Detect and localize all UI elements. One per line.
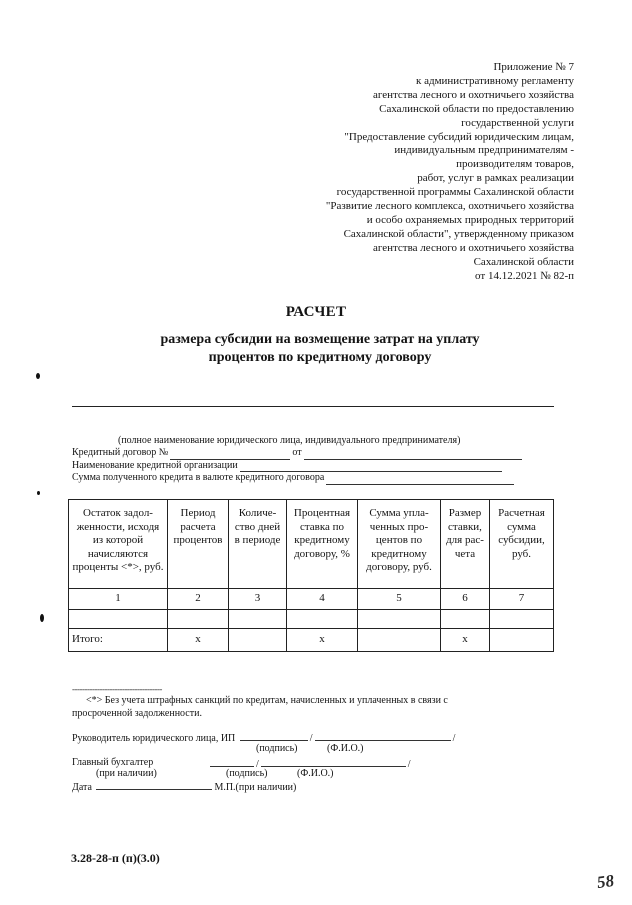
calculation-table [68, 499, 554, 652]
accountant-fio-field[interactable] [261, 757, 406, 767]
credit-fields [72, 447, 524, 485]
table-cell[interactable] [229, 610, 287, 629]
appendix-line: от 14.12.2021 № 82-п [475, 269, 574, 282]
table-header-cell: Сумма упла-ченных про-центов по кредитному договору, руб. [358, 500, 441, 589]
head-signature-field[interactable] [240, 731, 308, 741]
document-title: РАСЧЕТ [285, 304, 347, 320]
slash: / [309, 733, 313, 744]
total-cell[interactable] [229, 629, 287, 652]
appendix-line: "Развитие лесного комплекса, охотничьего хозяйства [325, 200, 574, 213]
slash: / [407, 759, 411, 770]
appendix-line: государственной услуги [461, 116, 574, 129]
date-field[interactable] [96, 780, 212, 790]
table-cell[interactable] [287, 610, 358, 629]
column-number: 6 [441, 589, 490, 610]
subtitle-line-2: процентов по кредитному договору [208, 350, 432, 365]
column-number: 7 [490, 589, 554, 610]
appendix-line: работ, услуг в рамках реализации [417, 172, 574, 185]
total-cell: х [441, 629, 490, 652]
appendix-line: индивидуальным предпринимателям - [394, 144, 574, 157]
slash: / [256, 759, 259, 770]
org-label: Наименование кредитной организации [72, 459, 238, 471]
footnote-separator: ------------------------------------ [72, 684, 162, 694]
appendix-line: агентства лесного и охотничьего хозяйства [372, 241, 574, 254]
scan-speck [40, 614, 44, 622]
appendix-line: и особо охраняемых природных территорий [366, 213, 574, 226]
table-cell[interactable] [441, 610, 490, 629]
stamp-label: М.П.(при наличии) [214, 782, 297, 793]
table-header-cell: Размер ставки, для рас-чета [441, 500, 490, 589]
document-subtitle [70, 331, 570, 367]
footnote [72, 694, 492, 720]
table-header-cell: Процентная ставка по кредитному договору, % [287, 500, 358, 589]
document-code: 3.28-28-п (п)(3.0) [71, 851, 160, 865]
table-cell[interactable] [490, 610, 554, 629]
contract-number-field[interactable] [170, 450, 290, 460]
head-fio-field[interactable] [315, 731, 451, 741]
credit-sum-field[interactable] [326, 475, 514, 485]
accountant-signature-caption: (подпись) [226, 768, 268, 779]
table-header-row [69, 500, 554, 589]
accountant-label: Главный бухгалтер [72, 757, 154, 768]
total-cell: х [287, 629, 358, 652]
organization-name-caption: (полное наименование юридического лица, индивидуального предпринимателя) [118, 435, 461, 446]
accountant-signature-field[interactable] [210, 757, 254, 767]
appendix-line: Сахалинской области [473, 255, 574, 268]
scan-speck [37, 491, 40, 495]
organization-name-line[interactable] [72, 406, 554, 407]
column-number: 2 [168, 589, 229, 610]
accountant-if-any: (при наличии) [96, 768, 157, 779]
head-fio-caption: (Ф.И.О.) [327, 743, 364, 754]
org-name-field[interactable] [240, 462, 502, 472]
column-number: 4 [287, 589, 358, 610]
handwritten-page-number: 58 [595, 870, 616, 893]
table-header-cell: Остаток задол-женности, исходя из которой начисляются проценты <*>, руб. [69, 500, 168, 589]
slash: / [452, 733, 456, 744]
appendix-header [244, 61, 574, 284]
total-label: Итого: [69, 629, 168, 652]
column-number: 3 [229, 589, 287, 610]
scan-speck [36, 373, 40, 379]
accountant-fio-caption: (Ф.И.О.) [297, 768, 334, 779]
column-number: 5 [358, 589, 441, 610]
column-number: 1 [69, 589, 168, 610]
contract-date-field[interactable] [304, 450, 522, 460]
appendix-line: к административному регламенту [416, 74, 574, 87]
table-cell[interactable] [69, 610, 168, 629]
appendix-line: агентства лесного и охотничьего хозяйства [372, 88, 574, 101]
sum-label: Сумма полученного кредита в валюте кредитного договора [72, 472, 325, 483]
appendix-line: "Предоставление субсидий юридическим лицам, [344, 130, 574, 143]
footnote-text: <*> Без учета штрафных санкций по кредитам, начисленных и уплаченных в связи с просроченной задолженности. [72, 695, 448, 719]
appendix-line: государственной программы Сахалинской области [336, 186, 574, 199]
head-label: Руководитель юридического лица, ИП [72, 733, 236, 744]
contract-from-label: от [292, 447, 302, 458]
subtitle-line-1: размера субсидии на возмещение затрат на уплату [160, 332, 480, 347]
date-label: Дата [72, 782, 92, 793]
table-header-cell: Расчетная сумма субсидии, руб. [490, 500, 554, 589]
contract-label: Кредитный договор № [72, 447, 169, 458]
table-cell[interactable] [168, 610, 229, 629]
date-row [72, 780, 296, 793]
appendix-line: Приложение № 7 [493, 61, 574, 73]
total-cell[interactable] [490, 629, 554, 652]
table-total-row [69, 629, 554, 652]
table-header-cell: Период расчета процентов [168, 500, 229, 589]
total-cell: х [168, 629, 229, 652]
appendix-line: Сахалинской области по предоставлению [379, 102, 574, 115]
total-cell[interactable] [358, 629, 441, 652]
table-row [69, 610, 554, 629]
appendix-line: производителям товаров, [456, 158, 574, 171]
table-header-cell: Количе-ство дней в периоде [229, 500, 287, 589]
head-signature-caption: (подпись) [256, 743, 298, 754]
appendix-line: Сахалинской области", утвержденному приказом [343, 227, 574, 240]
table-cell[interactable] [358, 610, 441, 629]
table-number-row [69, 589, 554, 610]
